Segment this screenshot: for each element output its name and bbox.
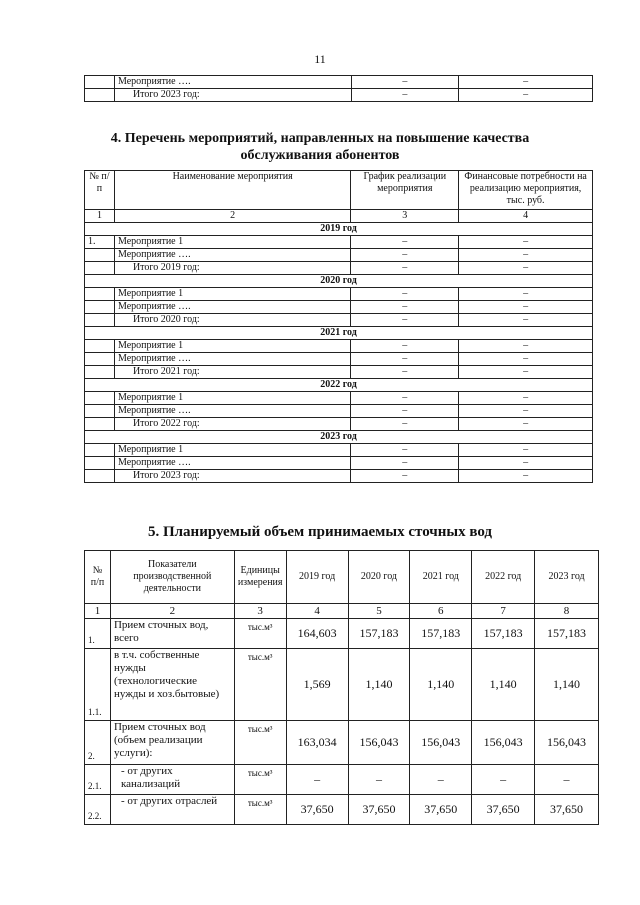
value-cell: 37,650 (410, 795, 472, 825)
section-5-title: 5. Планируемый объем принимаемых сточных вод (147, 524, 493, 540)
table-row (85, 89, 593, 102)
table-row (85, 470, 593, 483)
header-year: 2022 год (472, 551, 535, 604)
section-4-title: 4. Перечень мероприятий, направленных на повышение качества обслуживания абонентов (110, 131, 530, 163)
year-label: 2020 год (85, 275, 593, 288)
value-cell: 1,140 (348, 649, 410, 721)
row-number: 1.1. (85, 649, 111, 721)
value-cell: – (472, 765, 535, 795)
table-row (85, 236, 593, 249)
table-row (85, 721, 599, 765)
value-cell: 163,034 (286, 721, 348, 765)
row-number (85, 340, 115, 353)
row-number: 1. (85, 619, 111, 649)
measure-name: Мероприятие …. (114, 301, 350, 314)
unit-cell: тыс.м³ (234, 619, 286, 649)
year-label: 2021 год (85, 327, 593, 340)
table-row (85, 262, 593, 275)
year-row (85, 379, 593, 392)
table-row (85, 765, 599, 795)
year-row (85, 223, 593, 236)
header-indicator: Показатели производственной деятельности (110, 551, 234, 604)
table-row (85, 366, 593, 379)
table-row (85, 795, 599, 825)
continuation-table (84, 75, 593, 102)
value-cell: 157,183 (472, 619, 535, 649)
measure-name: Мероприятие …. (114, 249, 350, 262)
row-number (85, 392, 115, 405)
row-number (85, 301, 115, 314)
total-label: Итого 2023 год: (114, 470, 350, 483)
value-cell: 1,569 (286, 649, 348, 721)
schedule-cell: – (351, 236, 459, 249)
table-row (85, 649, 599, 721)
finance-cell: – (459, 392, 593, 405)
header-name: Наименование мероприятия (114, 171, 350, 210)
header-finance: Финансовые потребности на реализацию мероприятия, тыс. руб. (459, 171, 593, 210)
finance-cell: – (459, 249, 593, 262)
header-year: 2023 год (535, 551, 599, 604)
wastewater-table (84, 550, 599, 825)
schedule-cell: – (351, 89, 459, 102)
row-number (85, 366, 115, 379)
table-row (85, 418, 593, 431)
row-number (85, 405, 115, 418)
column-numbers-row: 1 2 3 4 (85, 210, 593, 223)
unit-cell: тыс.м³ (234, 649, 286, 721)
value-cell: 157,183 (410, 619, 472, 649)
indicator-name: Прием сточных вод, всего (110, 619, 234, 649)
schedule-cell: – (351, 353, 459, 366)
value-cell: 157,183 (348, 619, 410, 649)
finance-cell: – (459, 418, 593, 431)
schedule-cell: – (351, 340, 459, 353)
finance-cell: – (459, 457, 593, 470)
measure-name: Мероприятие 1 (114, 340, 350, 353)
column-numbers-row: 1 2 3 4 5 6 7 8 (85, 604, 599, 619)
year-label: 2022 год (85, 379, 593, 392)
total-label: Итого 2023 год: (114, 89, 351, 102)
measure-name: Мероприятие 1 (114, 236, 350, 249)
row-number (85, 470, 115, 483)
header-unit: Единицы измерения (234, 551, 286, 604)
total-label: Итого 2022 год: (114, 418, 350, 431)
value-cell: 156,043 (410, 721, 472, 765)
header-row (85, 551, 599, 604)
row-number: 2.1. (85, 765, 111, 795)
year-label: 2019 год (85, 223, 593, 236)
row-number (85, 262, 115, 275)
table-row (85, 288, 593, 301)
schedule-cell: – (351, 444, 459, 457)
table-row (85, 444, 593, 457)
schedule-cell: – (351, 314, 459, 327)
value-cell: – (348, 765, 410, 795)
finance-cell: – (459, 76, 593, 89)
finance-cell: – (459, 301, 593, 314)
schedule-cell: – (351, 301, 459, 314)
row-number (85, 353, 115, 366)
finance-cell: – (459, 405, 593, 418)
indicator-name: - от других отраслей (110, 795, 234, 825)
finance-cell: – (459, 262, 593, 275)
header-num: № п/п (85, 171, 115, 210)
total-label: Итого 2021 год: (114, 366, 350, 379)
value-cell: 1,140 (472, 649, 535, 721)
schedule-cell: – (351, 76, 459, 89)
measure-name: Мероприятие …. (114, 457, 350, 470)
unit-cell: тыс.м³ (234, 765, 286, 795)
value-cell: 1,140 (535, 649, 599, 721)
row-number: 2.2. (85, 795, 111, 825)
total-label: Итого 2019 год: (114, 262, 350, 275)
finance-cell: – (459, 288, 593, 301)
value-cell: 156,043 (535, 721, 599, 765)
year-row (85, 327, 593, 340)
finance-cell: – (459, 444, 593, 457)
schedule-cell: – (351, 392, 459, 405)
schedule-cell: – (351, 470, 459, 483)
value-cell: 37,650 (472, 795, 535, 825)
value-cell: 156,043 (472, 721, 535, 765)
header-num: № п/п (85, 551, 111, 604)
finance-cell: – (459, 470, 593, 483)
table-row (85, 76, 593, 89)
year-row (85, 275, 593, 288)
year-label: 2023 год (85, 431, 593, 444)
row-number (85, 249, 115, 262)
table-row (85, 457, 593, 470)
indicator-name: в т.ч. собственные нужды (технологические нужды и хоз.бытовые) (110, 649, 234, 721)
measure-name: Мероприятие …. (114, 353, 350, 366)
header-row (85, 171, 593, 210)
schedule-cell: – (351, 418, 459, 431)
year-row (85, 431, 593, 444)
row-number (85, 288, 115, 301)
row-number (85, 418, 115, 431)
table-row (85, 392, 593, 405)
unit-cell: тыс.м³ (234, 721, 286, 765)
table-row (85, 301, 593, 314)
measure-name: Мероприятие 1 (114, 392, 350, 405)
value-cell: 1,140 (410, 649, 472, 721)
value-cell: 157,183 (535, 619, 599, 649)
schedule-cell: – (351, 262, 459, 275)
row-number: 2. (85, 721, 111, 765)
schedule-cell: – (351, 405, 459, 418)
schedule-cell: – (351, 366, 459, 379)
value-cell: 37,650 (348, 795, 410, 825)
total-label: Итого 2020 год: (114, 314, 350, 327)
table-row (85, 619, 599, 649)
finance-cell: – (459, 353, 593, 366)
finance-cell: – (459, 236, 593, 249)
measure-name: Мероприятие 1 (114, 288, 350, 301)
indicator-name: Прием сточных вод (объем реализации услуги): (110, 721, 234, 765)
measure-name: Мероприятие …. (114, 76, 351, 89)
row-number (85, 314, 115, 327)
value-cell: 37,650 (286, 795, 348, 825)
measure-name: Мероприятие …. (114, 405, 350, 418)
table-row (85, 353, 593, 366)
finance-cell: – (459, 314, 593, 327)
table-row (85, 314, 593, 327)
schedule-cell: – (351, 457, 459, 470)
row-number (85, 457, 115, 470)
value-cell: 156,043 (348, 721, 410, 765)
header-year: 2021 год (410, 551, 472, 604)
table-row (85, 340, 593, 353)
unit-cell: тыс.м³ (234, 795, 286, 825)
header-schedule: График реализации мероприятия (351, 171, 459, 210)
row-number: 1. (85, 236, 115, 249)
finance-cell: – (459, 340, 593, 353)
value-cell: – (535, 765, 599, 795)
table-row (85, 405, 593, 418)
value-cell: – (286, 765, 348, 795)
measures-table (84, 170, 593, 483)
indicator-name: - от других канализаций (110, 765, 234, 795)
measure-name: Мероприятие 1 (114, 444, 350, 457)
header-year: 2019 год (286, 551, 348, 604)
value-cell: 164,603 (286, 619, 348, 649)
finance-cell: – (459, 89, 593, 102)
table-row (85, 249, 593, 262)
header-year: 2020 год (348, 551, 410, 604)
page-number: 11 (314, 52, 326, 66)
row-number (85, 444, 115, 457)
finance-cell: – (459, 366, 593, 379)
value-cell: – (410, 765, 472, 795)
schedule-cell: – (351, 288, 459, 301)
value-cell: 37,650 (535, 795, 599, 825)
schedule-cell: – (351, 249, 459, 262)
